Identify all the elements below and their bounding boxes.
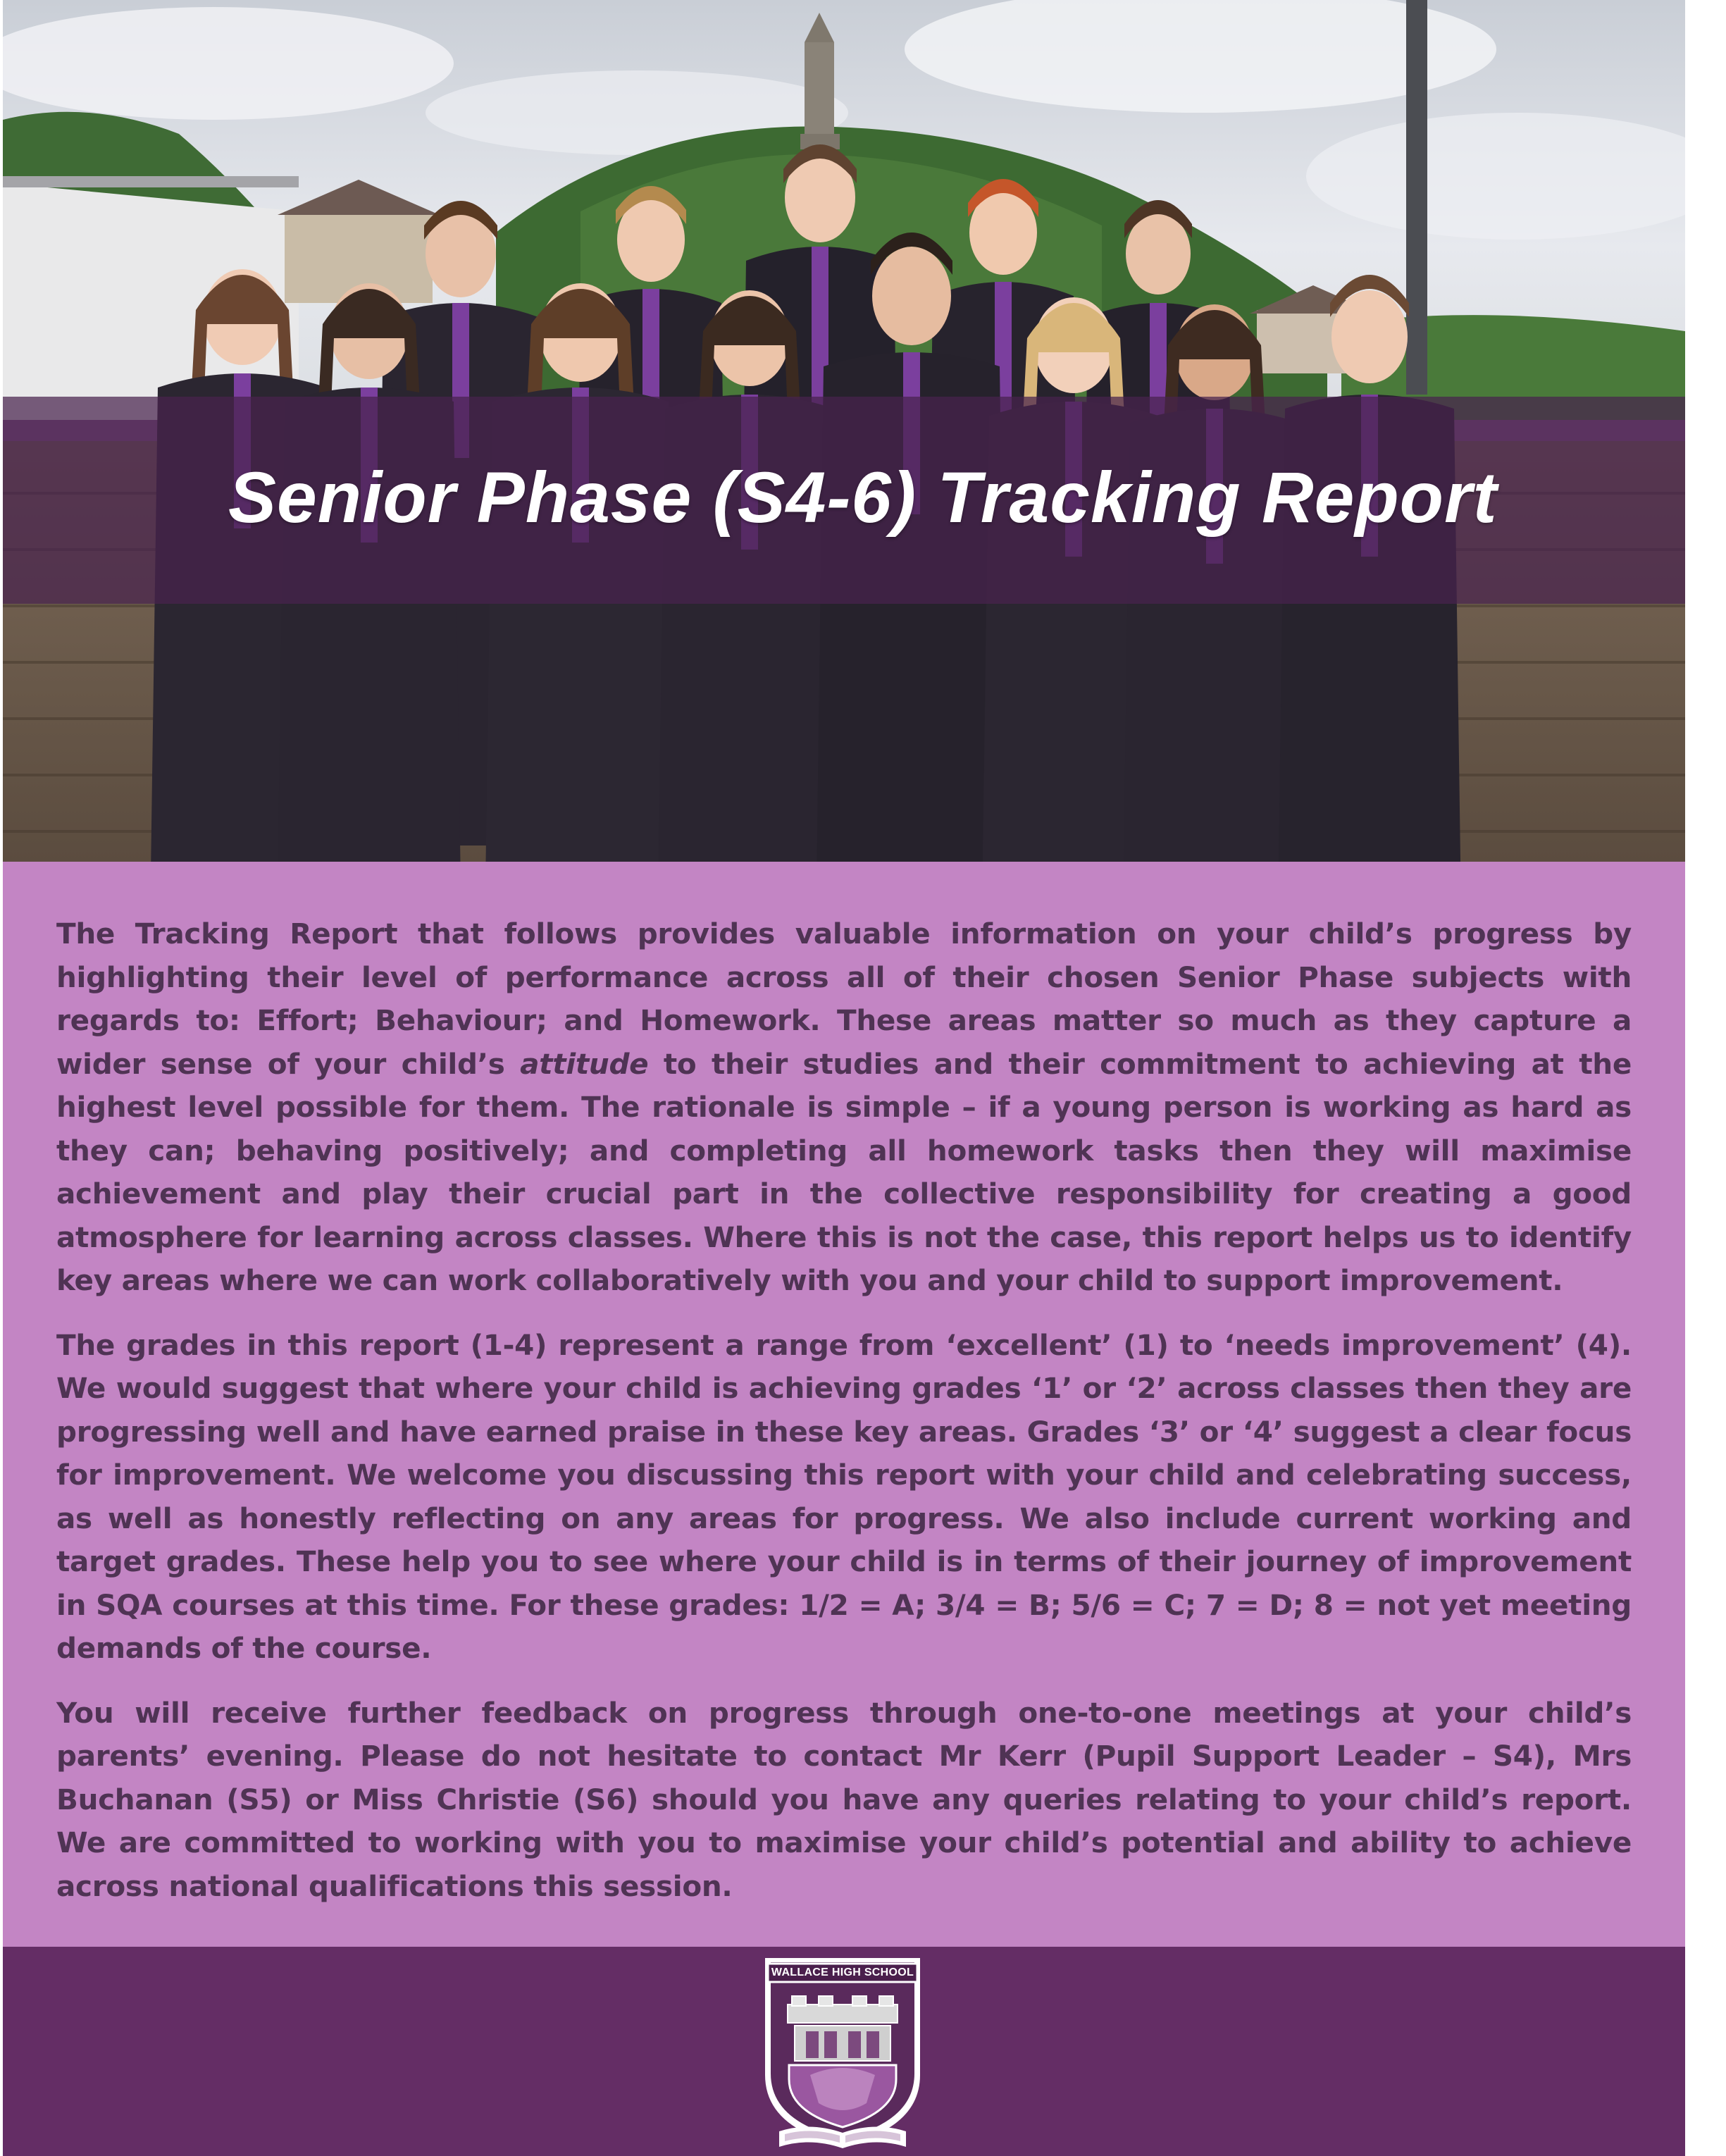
- group-photo: [3, 0, 1685, 862]
- paragraph-purpose-text-end: to their studies and their commitment to achieving at the highest level possible for them. The rationale is simple – if a young person is working as hard as they can; behaving positively; and completing all homework tasks then they will maximise achievement and play their crucial part in the collective responsibility for creating a good atmosphere for learning across classes. Where this is not the case, this report helps us to identify key areas where we can work collaboratively with you and your child to support improvement.: [56, 1046, 1632, 1297]
- paragraph-purpose-text: The Tracking Report that follows provides valuable information on your child’s progress by highlighting their level of performance across all of their chosen Senior Phase subjects with regards to: Effort; Behaviour; and Homework. These areas matter so much as they capture a wider sense of your child’s: [56, 917, 1632, 1081]
- footer: [3, 1947, 1685, 2156]
- emphasis-attitude: attitude: [520, 1046, 649, 1081]
- school-name: WALLACE HIGH SCHOOL: [771, 1966, 914, 1978]
- paragraph-contact: You will receive further feedback on progress through one-to-one meetings at your child’s parents’ evening. Please do not hesitate to contact Mr Kerr (Pupil Support Leader – S4), Mrs Buchanan (S5) or Miss Christie (S6) should you have any queries relating to your child’s report. We are committed to working with you to maximise your child’s potential and ability to achieve across national qualifications this session.: [56, 1695, 1632, 1903]
- paragraph-grades: The grades in this report (1-4) represent a range from ‘excellent’ (1) to ‘needs improvement’ (4). We would suggest that where your child is achieving grades ‘1’ or ‘2’ across classes then they are progressing well and have earned praise in these key areas. Grades ‘3’ or ‘4’ suggest a clear focus for improvement. We welcome you discussing this report with your child and celebrating success, as well as honestly reflecting on any areas for progress. We also include current working and target grades. These help you to see where your child is in terms of their journey of improvement in SQA courses at this time. For these grades: 1/2 = A; 3/4 = B; 5/6 = C; 7 = D; 8 = not yet meeting demands of the course.: [56, 1327, 1632, 1665]
- intro-text: [56, 912, 1632, 1929]
- intro-text-panel: [3, 862, 1685, 1947]
- paragraph-purpose: [56, 912, 1632, 1303]
- page-title: Senior Phase (S4-6) Tracking Report: [228, 457, 1498, 538]
- school-crest-icon: [761, 1955, 924, 2152]
